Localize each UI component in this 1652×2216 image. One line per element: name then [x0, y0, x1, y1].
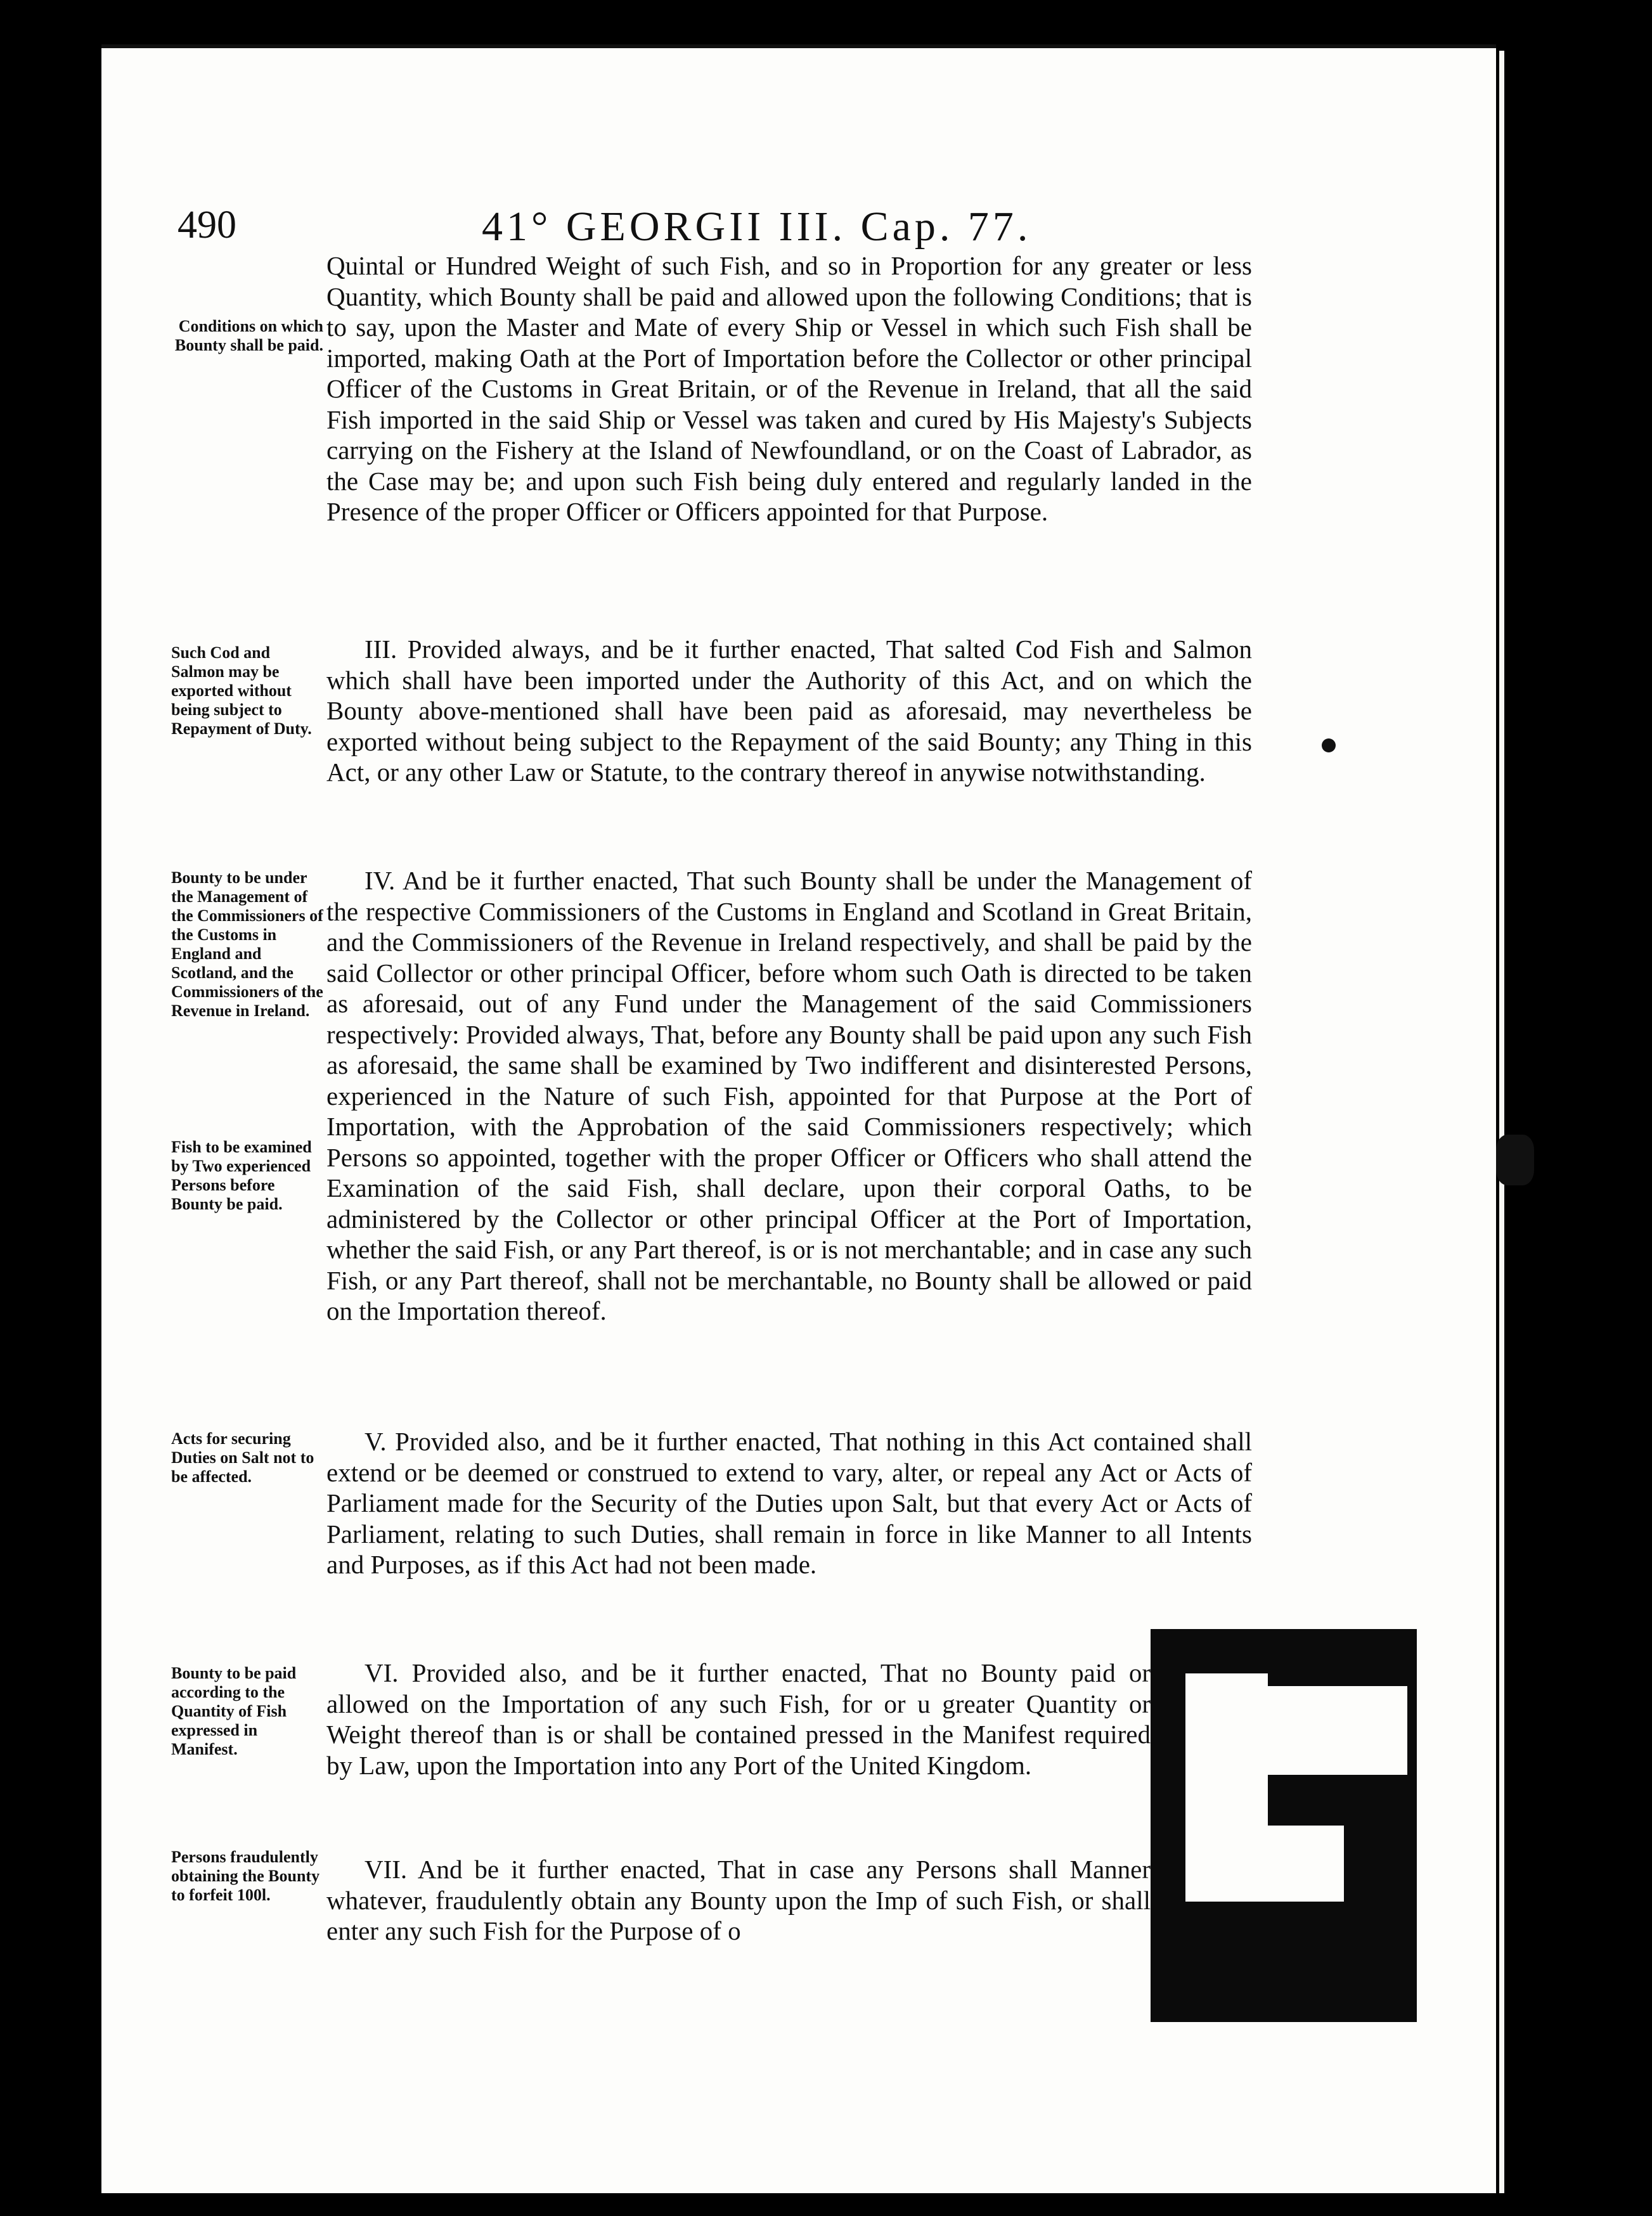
margin-note: Conditions on which Bounty shall be paid.	[174, 317, 323, 354]
page-number: 490	[177, 203, 236, 247]
ink-blot-gap	[1268, 1826, 1344, 1902]
page-binding-rule	[1499, 51, 1504, 2193]
margin-note: Fish to be examined by Two experienced Persons before Bounty be paid.	[171, 1138, 312, 1213]
ink-speck	[1496, 1135, 1534, 1185]
ink-blot-gap	[1185, 1673, 1268, 1902]
paragraph-section-VII: VII. And be it further enacted, That in case any Persons shall Manner whatever, fraudulently obtain any Bounty upon the Imp of such Fish, or shall enter any such Fish for the Purpose of o	[326, 1855, 1151, 1945]
paragraph-section-III: III. Provided always, and be it further enacted, That salted Cod Fish and Salmon which shall have been imported under the Authority of this Act, and on which the Bounty above-mentioned shall have been paid as aforesaid, may nevertheless be exported without being subject to the Repayment of the said Bounty; any Thing in this Act, or any other Law or Statute, to the contrary thereof in anywise notwithstanding.	[326, 635, 1252, 787]
page-top-edge	[101, 44, 1496, 48]
ink-blot-gap	[1268, 1686, 1407, 1775]
ink-speck	[1322, 738, 1336, 752]
margin-note: Persons fraudulently obtaining the Bounty to forfeit 100l.	[171, 1848, 320, 1904]
paragraph-section-V: V. Provided also, and be it further enacted, That nothing in this Act contained shall extend or be deemed or construed to extend to vary, alter, or repeal any Act or Acts of Parliament made for the Security of the Duties upon Salt, but that every Act or Acts of Parliament, relating to such Duties, shall remain in force in like Manner to all Intents and Purposes, as if this Act had not been made.	[326, 1427, 1252, 1579]
margin-note: Such Cod and Salmon may be exported without being subject to Repayment of Duty.	[171, 643, 312, 738]
paragraph-continuation: Quintal or Hundred Weight of such Fish, and so in Proportion for any greater or less Quantity, which Bounty shall be paid and allowed upon the following Conditions; that is to say, upon the Master and Mate of every Ship or Vessel in which such Fish shall be imported, making Oath at the Port of Importation before the Collector or other principal Officer of the Customs in Great Britain, or of the Revenue in Ireland, that all the said Fish imported in the said Ship or Vessel was taken and cured by His Majesty's Subjects carrying on the Fishery at the Island of Newfoundland, or on the Coast of Labrador, as the Case may be; and upon such Fish being duly entered and regularly landed in the Presence of the proper Officer or Officers appointed for that Purpose.	[326, 251, 1252, 526]
paragraph-section-IV: IV. And be it further enacted, That such Bounty shall be under the Management of the respective Commissioners of the Customs in England and Scotland in Great Britain, and the Commissioners of the Revenue in Ireland respectively, and shall be paid by the said Collector or other principal Officer, before whom such Oath is directed to be taken as aforesaid, out of any Fund under the Management of the said Commissioners respectively: Provided always, That, before any Bounty shall be paid upon any such Fish as aforesaid, the same shall be examined by Two indifferent and disinterested Persons, experienced in the Nature of such Fish, appointed for that Purpose at the Port of Importation, with the Approbation of the said Commissioners respectively; which Persons so appointed, together with the proper Officer or Officers who shall attend the Examination of the said Fish, shall declare, upon their corporal Oaths, to be administered by the Collector or other principal Officer at the Port of Importation, whether the said Fish, or any Part thereof, is or is not merchantable; and in case any such Fish, or any Part thereof, shall not be merchantable, no Bounty shall be allowed or paid on the Importation thereof.	[326, 866, 1252, 1325]
margin-note: Bounty to be paid according to the Quantity of Fish expressed in Manifest.	[171, 1664, 297, 1758]
paragraph-section-VI: VI. Provided also, and be it further enacted, That no Bounty paid or allowed on the Importation of any such Fish, for or u greater Quantity or Weight thereof than is or shall be contained pressed in the Manifest required by Law, upon the Importation into any Port of the United Kingdom.	[326, 1658, 1151, 1780]
margin-note: Bounty to be under the Management of the Commissioners of the Customs in England and Scotland, and the Commissioners of the Revenue in Ireland.	[171, 868, 323, 1020]
page-title: 41° GEORGII III. Cap. 77.	[482, 203, 1032, 250]
margin-note: Acts for securing Duties on Salt not to be affected.	[171, 1429, 314, 1486]
